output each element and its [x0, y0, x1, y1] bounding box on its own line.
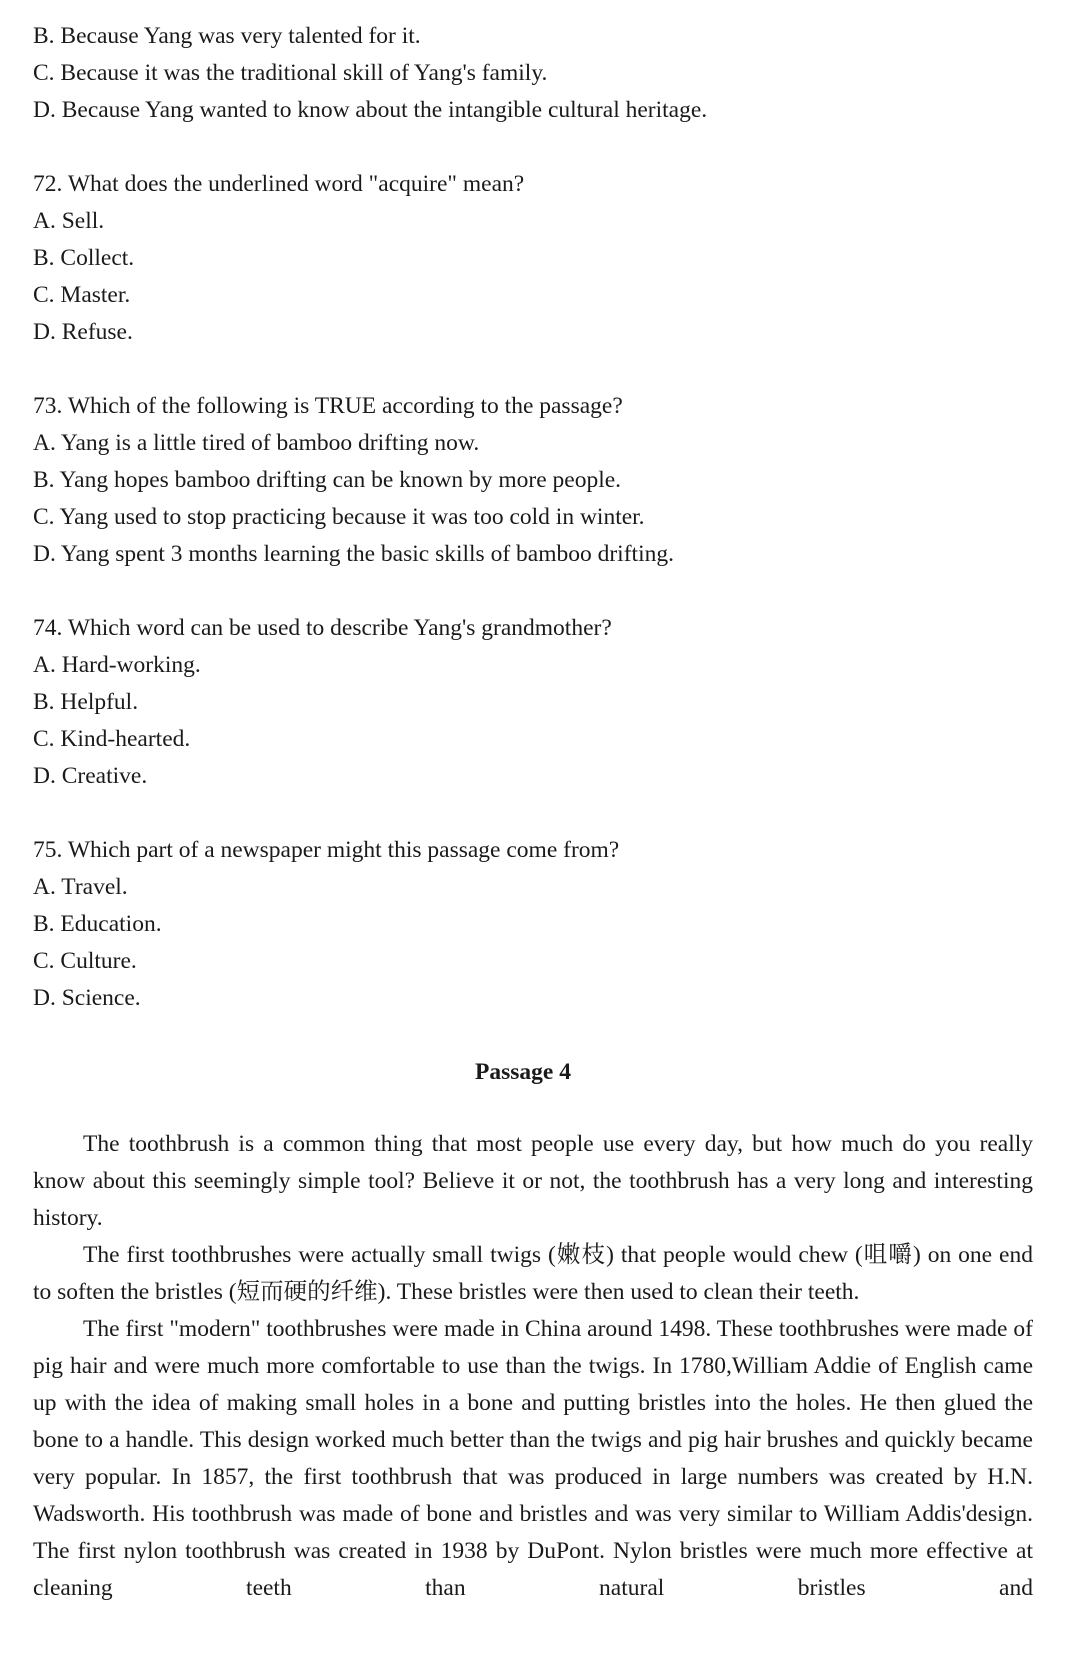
- option: A. Sell.: [33, 208, 105, 234]
- option: D. Refuse.: [33, 319, 133, 345]
- question-73: [33, 388, 1033, 573]
- passage-paragraph: The first toothbrushes were actually small twigs (嫩枝) that people would chew (咀嚼) on one end to soften the bristles (短而硬的纤维). These bristles were then used to clean their teeth.: [33, 1242, 1033, 1305]
- question-74: [33, 610, 1033, 795]
- question-stem: 74. Which word can be used to describe Yang's grandmother?: [33, 615, 612, 641]
- option: D. Yang spent 3 months learning the basic skills of bamboo drifting.: [33, 541, 674, 567]
- question-stem: 75. Which part of a newspaper might this passage come from?: [33, 837, 620, 863]
- option: A. Hard-working.: [33, 652, 201, 678]
- passage-paragraph: The toothbrush is a common thing that most people use every day, but how much do you really know about this seemingly simple tool? Believe it or not, the toothbrush has a very long and interesting history.: [33, 1131, 1033, 1231]
- option: C. Kind-hearted.: [33, 726, 191, 752]
- option: B. Because Yang was very talented for it.: [33, 23, 421, 49]
- option: B. Yang hopes bamboo drifting can be known by more people.: [33, 467, 622, 493]
- passage-paragraph: The first "modern" toothbrushes were made in China around 1498. These toothbrushes were made of pig hair and were much more comfortable to use than the twigs. In 1780,William Addie of English came up with the idea of making small holes in a bone and putting bristles into the holes. He then glued the bone to a handle. This design worked much better than the twigs and pig hair brushes and quickly became very popular. In 1857, the first toothbrush that was produced in large numbers was created by H.N. Wadsworth. His toothbrush was made of bone and bristles and was very similar to William Addis'design. The first nylon toothbrush was created in 1938 by DuPont. Nylon bristles were much more effective at cleaning teeth than natural bristles and: [33, 1316, 1033, 1601]
- option: C. Because it was the traditional skill of Yang's family.: [33, 60, 548, 86]
- option: B. Education.: [33, 911, 162, 937]
- question-75: [33, 832, 1033, 1017]
- option: D. Because Yang wanted to know about the intangible cultural heritage.: [33, 97, 708, 123]
- option: A. Travel.: [33, 874, 128, 900]
- option: A. Yang is a little tired of bamboo drifting now.: [33, 430, 480, 456]
- option: D. Creative.: [33, 763, 148, 789]
- option: C. Master.: [33, 282, 131, 308]
- question-72: [33, 166, 1033, 351]
- option: B. Helpful.: [33, 689, 139, 715]
- question-stem: 73. Which of the following is TRUE according to the passage?: [33, 393, 623, 419]
- question-stem: 72. What does the underlined word "acquire" mean?: [33, 171, 525, 197]
- passage-title: Passage 4: [475, 1059, 571, 1085]
- option: D. Science.: [33, 985, 141, 1011]
- question-71-continued: [33, 18, 1033, 129]
- option: C. Yang used to stop practicing because it was too cold in winter.: [33, 504, 645, 530]
- option: B. Collect.: [33, 245, 135, 271]
- exam-page: [33, 18, 1033, 1607]
- option: C. Culture.: [33, 948, 137, 974]
